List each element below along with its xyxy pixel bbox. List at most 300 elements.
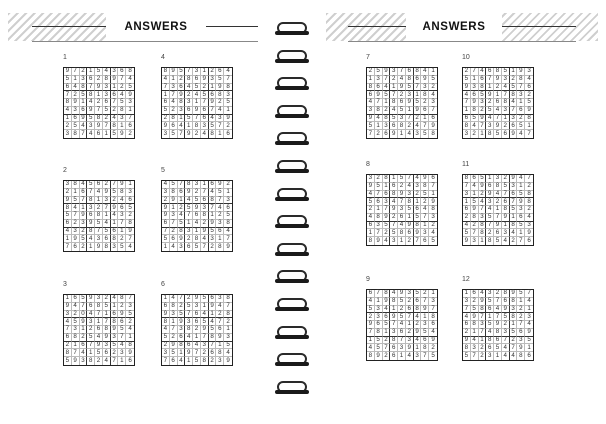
grid-cell: 3 (463, 298, 471, 306)
grid-cell: 2 (479, 191, 487, 199)
grid-cell: 7 (72, 349, 80, 357)
grid-cell: 9 (406, 99, 414, 107)
grid-cell: 6 (383, 191, 391, 199)
grid-cell: 1 (406, 214, 414, 222)
grid-cell: 3 (375, 306, 383, 314)
grid-cell: 8 (494, 329, 502, 337)
grid-cell: 2 (103, 115, 111, 123)
grid-cell: 2 (209, 68, 217, 76)
grid-cell: 5 (479, 175, 487, 183)
grid-cell: 5 (486, 321, 494, 329)
grid-cell: 8 (486, 337, 494, 345)
grid-cell: 7 (111, 357, 119, 365)
binding-ring (271, 326, 313, 340)
grid-cell: 6 (383, 313, 391, 321)
grid-cell: 1 (185, 122, 193, 130)
grid-cell: 4 (502, 237, 510, 245)
grid-cell: 7 (494, 298, 502, 306)
grid-cell: 9 (80, 115, 88, 123)
grid-cell: 6 (95, 181, 103, 189)
grid-cell: 7 (494, 214, 502, 222)
grid-cell: 7 (80, 303, 88, 311)
grid-cell: 4 (414, 175, 422, 183)
grid-cell: 2 (162, 197, 170, 205)
grid-cell: 9 (383, 298, 391, 306)
grid-cell: 3 (118, 349, 126, 357)
grid-cell: 4 (185, 334, 193, 342)
grid-cell: 9 (126, 228, 134, 236)
grid-cell: 8 (367, 352, 375, 360)
grid-cell: 3 (103, 342, 111, 350)
grid-cell: 9 (390, 206, 398, 214)
grid-cell: 4 (162, 76, 170, 84)
grid-cell: 3 (525, 68, 533, 76)
grid-cell: 6 (178, 189, 186, 197)
grid-cell: 2 (80, 228, 88, 236)
grid-cell: 9 (375, 237, 383, 245)
grid-cell: 3 (185, 228, 193, 236)
ring-bar (275, 362, 309, 366)
grid-cell: 3 (103, 91, 111, 99)
grid-cell: 2 (398, 91, 406, 99)
grid-cell: 6 (178, 84, 186, 92)
grid-cell: 1 (185, 220, 193, 228)
grid-cell: 9 (193, 107, 201, 115)
grid-cell: 6 (216, 68, 224, 76)
grid-cell: 9 (517, 344, 525, 352)
grid-cell: 4 (383, 84, 391, 92)
binding-ring (271, 381, 313, 395)
grid-cell: 9 (471, 99, 479, 107)
grid-cell: 3 (118, 212, 126, 220)
grid-cell: 2 (517, 115, 525, 123)
grid-cell: 7 (383, 76, 391, 84)
grid-cell: 3 (80, 220, 88, 228)
grid-cell: 4 (128, 243, 132, 250)
grid-cell: 8 (72, 181, 80, 189)
grid-cell: 2 (486, 99, 494, 107)
grid-cell: 4 (162, 181, 170, 189)
grid-cell: 3 (502, 229, 510, 237)
grid-cell: 6 (510, 122, 518, 130)
grid-cell: 6 (103, 99, 111, 107)
grid-cell: 2 (494, 290, 502, 298)
grid-cell: 8 (510, 91, 518, 99)
grid-cell: 5 (383, 321, 391, 329)
grid-cell: 1 (170, 318, 178, 326)
grid-cell: 2 (193, 189, 201, 197)
grid-cell: 5 (494, 237, 502, 245)
grid-cell: 3 (111, 243, 119, 251)
grid-cell: 2 (406, 329, 414, 337)
grid-cell: 5 (126, 311, 134, 319)
grid-cell: 4 (80, 181, 88, 189)
grid-cell: 6 (406, 68, 414, 76)
grid-cell: 6 (525, 84, 533, 92)
puzzle-number: 4 (161, 54, 165, 61)
grid-cell: 5 (390, 229, 398, 237)
grid-cell: 1 (383, 99, 391, 107)
grid-cell: 9 (162, 311, 170, 319)
grid-cell: 3 (502, 76, 510, 84)
grid-cell: 6 (406, 229, 414, 237)
binding-ring (271, 105, 313, 119)
grid-cell: 4 (406, 183, 414, 191)
left-header-hatch-right (206, 13, 258, 41)
grid-cell: 3 (383, 198, 391, 206)
grid-cell: 5 (64, 357, 72, 365)
grid-cell: 6 (398, 99, 406, 107)
grid-cell: 6 (224, 204, 232, 212)
grid-cell: 2 (463, 68, 471, 76)
grid-cell: 8 (126, 68, 134, 76)
grid-cell: 8 (72, 130, 80, 138)
grid-cell: 1 (170, 76, 178, 84)
grid-cell: 2 (95, 76, 103, 84)
grid-cell: 2 (479, 107, 487, 115)
left-header-hatch (8, 13, 106, 41)
grid-cell: 3 (429, 99, 437, 107)
grid-cell: 8 (431, 130, 435, 137)
grid-cell: 3 (463, 130, 471, 138)
grid-cell: 4 (87, 130, 95, 138)
grid-cell: 6 (226, 130, 230, 137)
grid-cell: 5 (170, 349, 178, 357)
grid-cell: 4 (87, 235, 95, 243)
grid-cell: 4 (406, 352, 414, 360)
grid-cell: 9 (209, 99, 217, 107)
grid-cell: 5 (95, 349, 103, 357)
grid-cell: 9 (525, 229, 533, 237)
grid-cell: 7 (375, 290, 383, 298)
grid-cell: 3 (486, 122, 494, 130)
grid-cell: 5 (178, 220, 186, 228)
grid-cell: 7 (429, 306, 437, 314)
grid-cell: 8 (95, 303, 103, 311)
grid-cell: 2 (95, 99, 103, 107)
grid-cell: 2 (463, 329, 471, 337)
grid-cell: 9 (406, 222, 414, 230)
grid-cell: 9 (118, 181, 126, 189)
grid-cell: 6 (502, 130, 510, 138)
grid-cell: 3 (429, 298, 437, 306)
grid-cell: 9 (72, 99, 80, 107)
grid-cell: 9 (95, 243, 103, 251)
grid-cell: 2 (170, 228, 178, 236)
grid-cell: 1 (126, 334, 134, 342)
grid-cell: 5 (406, 206, 414, 214)
ring-bar (275, 335, 309, 339)
grid-cell: 7 (224, 235, 232, 243)
grid-cell: 2 (414, 321, 422, 329)
grid-cell: 8 (510, 298, 518, 306)
grid-cell: 5 (170, 181, 178, 189)
grid-cell: 3 (111, 68, 119, 76)
grid-cell: 9 (510, 175, 518, 183)
grid-cell: 6 (95, 326, 103, 334)
grid-cell: 9 (486, 91, 494, 99)
grid-cell: 1 (479, 337, 487, 345)
grid-cell: 5 (375, 183, 383, 191)
grid-cell: 6 (367, 222, 375, 230)
grid-cell: 6 (502, 198, 510, 206)
grid-cell: 5 (118, 99, 126, 107)
grid-cell: 5 (126, 204, 134, 212)
grid-cell: 4 (525, 321, 533, 329)
grid-cell: 1 (216, 130, 224, 138)
grid-cell: 9 (367, 183, 375, 191)
grid-cell: 1 (383, 183, 391, 191)
grid-cell: 9 (494, 122, 502, 130)
grid-cell: 7 (390, 321, 398, 329)
sudoku-grid (462, 289, 534, 361)
grid-cell: 4 (486, 329, 494, 337)
grid-cell: 2 (502, 122, 510, 130)
grid-cell: 6 (111, 91, 119, 99)
grid-cell: 6 (103, 349, 111, 357)
grid-cell: 9 (170, 68, 178, 76)
grid-cell: 3 (170, 212, 178, 220)
grid-cell: 4 (87, 99, 95, 107)
grid-cell: 3 (502, 107, 510, 115)
grid-cell: 8 (103, 76, 111, 84)
grid-cell: 4 (486, 206, 494, 214)
grid-cell: 9 (64, 303, 72, 311)
grid-cell: 2 (421, 198, 429, 206)
grid-cell: 4 (471, 183, 479, 191)
grid-cell: 1 (224, 107, 232, 115)
grid-cell: 2 (193, 326, 201, 334)
grid-cell: 5 (185, 303, 193, 311)
grid-cell: 1 (224, 189, 232, 197)
grid-cell: 8 (375, 214, 383, 222)
grid-cell: 9 (398, 191, 406, 199)
grid-cell: 3 (103, 197, 111, 205)
grid-cell: 5 (486, 107, 494, 115)
grid-cell: 8 (126, 220, 134, 228)
grid-cell: 4 (494, 107, 502, 115)
grid-cell: 5 (193, 243, 201, 251)
grid-cell: 9 (479, 183, 487, 191)
grid-cell: 5 (414, 290, 422, 298)
grid-cell: 3 (193, 181, 201, 189)
grid-cell: 6 (201, 107, 209, 115)
grid-cell: 5 (367, 122, 375, 130)
left-header-underline (32, 41, 258, 42)
grid-cell: 3 (390, 68, 398, 76)
grid-cell: 7 (517, 237, 525, 245)
grid-cell: 7 (80, 197, 88, 205)
grid-cell: 4 (398, 222, 406, 230)
grid-cell: 3 (414, 130, 422, 138)
grid-cell: 1 (170, 204, 178, 212)
grid-cell: 9 (414, 229, 422, 237)
grid-cell: 4 (111, 212, 119, 220)
grid-cell: 8 (421, 344, 429, 352)
grid-cell: 9 (471, 206, 479, 214)
grid-cell: 2 (72, 220, 80, 228)
grid-cell: 9 (226, 357, 230, 364)
grid-cell: 8 (463, 344, 471, 352)
grid-cell: 6 (162, 99, 170, 107)
grid-cell: 3 (421, 84, 429, 92)
grid-cell: 7 (510, 198, 518, 206)
grid-cell: 4 (201, 311, 209, 319)
grid-cell: 2 (72, 91, 80, 99)
grid-cell: 9 (170, 197, 178, 205)
grid-cell: 4 (95, 334, 103, 342)
grid-cell: 7 (421, 214, 429, 222)
grid-cell: 6 (118, 68, 126, 76)
binding-ring (271, 215, 313, 229)
grid-cell: 5 (201, 318, 209, 326)
grid-cell: 6 (193, 212, 201, 220)
ring-bar (275, 86, 309, 90)
grid-cell: 4 (510, 229, 518, 237)
grid-cell: 8 (87, 357, 95, 365)
grid-cell: 1 (375, 206, 383, 214)
grid-cell: 5 (517, 122, 525, 130)
grid-cell: 3 (111, 334, 119, 342)
grid-cell: 1 (510, 214, 518, 222)
grid-cell: 4 (162, 326, 170, 334)
grid-cell: 9 (178, 235, 186, 243)
grid-cell: 4 (80, 122, 88, 130)
grid-cell: 9 (525, 107, 533, 115)
grid-cell: 7 (87, 84, 95, 92)
grid-cell: 4 (367, 298, 375, 306)
grid-cell: 7 (479, 313, 487, 321)
grid-cell: 4 (87, 311, 95, 319)
grid-cell: 8 (95, 212, 103, 220)
grid-cell: 9 (375, 352, 383, 360)
grid-cell: 2 (201, 84, 209, 92)
grid-cell: 9 (390, 313, 398, 321)
grid-cell: 7 (390, 222, 398, 230)
grid-cell: 6 (463, 115, 471, 123)
grid-cell: 5 (103, 228, 111, 236)
grid-cell: 3 (406, 290, 414, 298)
grid-cell: 5 (406, 84, 414, 92)
grid-cell: 3 (103, 84, 111, 92)
grid-cell: 2 (494, 198, 502, 206)
grid-cell: 1 (510, 321, 518, 329)
grid-cell: 1 (162, 295, 170, 303)
grid-cell: 7 (170, 326, 178, 334)
grid-cell: 8 (390, 298, 398, 306)
grid-cell: 3 (178, 107, 186, 115)
grid-cell: 7 (126, 115, 134, 123)
grid-cell: 1 (463, 198, 471, 206)
grid-cell: 1 (162, 91, 170, 99)
grid-cell: 5 (471, 115, 479, 123)
grid-cell: 2 (162, 115, 170, 123)
grid-cell: 4 (103, 357, 111, 365)
puzzle-number: 6 (161, 281, 165, 288)
grid-cell: 2 (128, 130, 132, 137)
grid-cell: 7 (201, 99, 209, 107)
grid-cell: 7 (463, 306, 471, 314)
grid-cell: 8 (479, 84, 487, 92)
grid-cell: 6 (118, 204, 126, 212)
grid-cell: 5 (162, 107, 170, 115)
grid-cell: 8 (103, 326, 111, 334)
puzzle-number: 5 (161, 167, 165, 174)
grid-cell: 3 (170, 311, 178, 319)
grid-cell: 2 (80, 68, 88, 76)
grid-cell: 2 (178, 204, 186, 212)
grid-cell: 4 (390, 290, 398, 298)
grid-cell: 7 (72, 212, 80, 220)
grid-cell: 4 (494, 191, 502, 199)
grid-cell: 4 (185, 84, 193, 92)
sudoku-grid (462, 174, 534, 246)
grid-cell: 7 (479, 329, 487, 337)
grid-cell: 1 (178, 349, 186, 357)
grid-cell: 5 (375, 337, 383, 345)
ring-bar (275, 197, 309, 201)
grid-cell: 9 (111, 326, 119, 334)
grid-cell: 4 (510, 99, 518, 107)
grid-cell: 8 (111, 235, 119, 243)
grid-cell: 2 (471, 130, 479, 138)
grid-cell: 5 (421, 191, 429, 199)
grid-cell: 8 (525, 191, 533, 199)
grid-cell: 8 (406, 198, 414, 206)
grid-cell: 7 (64, 243, 72, 251)
grid-cell: 2 (170, 334, 178, 342)
grid-cell: 4 (209, 189, 217, 197)
grid-cell: 8 (398, 122, 406, 130)
grid-cell: 8 (80, 84, 88, 92)
grid-cell: 8 (87, 228, 95, 236)
ring-bar (275, 252, 309, 256)
grid-cell: 4 (64, 228, 72, 236)
grid-cell: 8 (185, 76, 193, 84)
grid-cell: 1 (414, 91, 422, 99)
grid-cell: 2 (429, 84, 437, 92)
grid-cell: 8 (494, 68, 502, 76)
grid-cell: 6 (517, 329, 525, 337)
grid-cell: 6 (414, 298, 422, 306)
grid-cell: 6 (185, 342, 193, 350)
grid-cell: 6 (471, 290, 479, 298)
grid-cell: 7 (201, 243, 209, 251)
grid-cell: 9 (494, 76, 502, 84)
grid-cell: 2 (375, 130, 383, 138)
grid-cell: 4 (193, 91, 201, 99)
grid-cell: 8 (216, 243, 224, 251)
grid-cell: 8 (383, 175, 391, 183)
grid-cell: 9 (383, 214, 391, 222)
ring-bar (275, 31, 309, 35)
grid-cell: 5 (398, 175, 406, 183)
grid-cell: 7 (162, 84, 170, 92)
grid-cell: 3 (64, 181, 72, 189)
grid-cell: 2 (170, 107, 178, 115)
grid-cell: 5 (414, 214, 422, 222)
grid-cell: 9 (126, 91, 134, 99)
grid-cell: 8 (224, 311, 232, 319)
grid-cell: 4 (486, 115, 494, 123)
grid-cell: 1 (414, 344, 422, 352)
grid-cell: 8 (64, 204, 72, 212)
grid-cell: 6 (406, 306, 414, 314)
grid-cell: 2 (383, 107, 391, 115)
grid-cell: 7 (178, 181, 186, 189)
grid-cell: 6 (367, 290, 375, 298)
ring-bar (275, 224, 309, 228)
